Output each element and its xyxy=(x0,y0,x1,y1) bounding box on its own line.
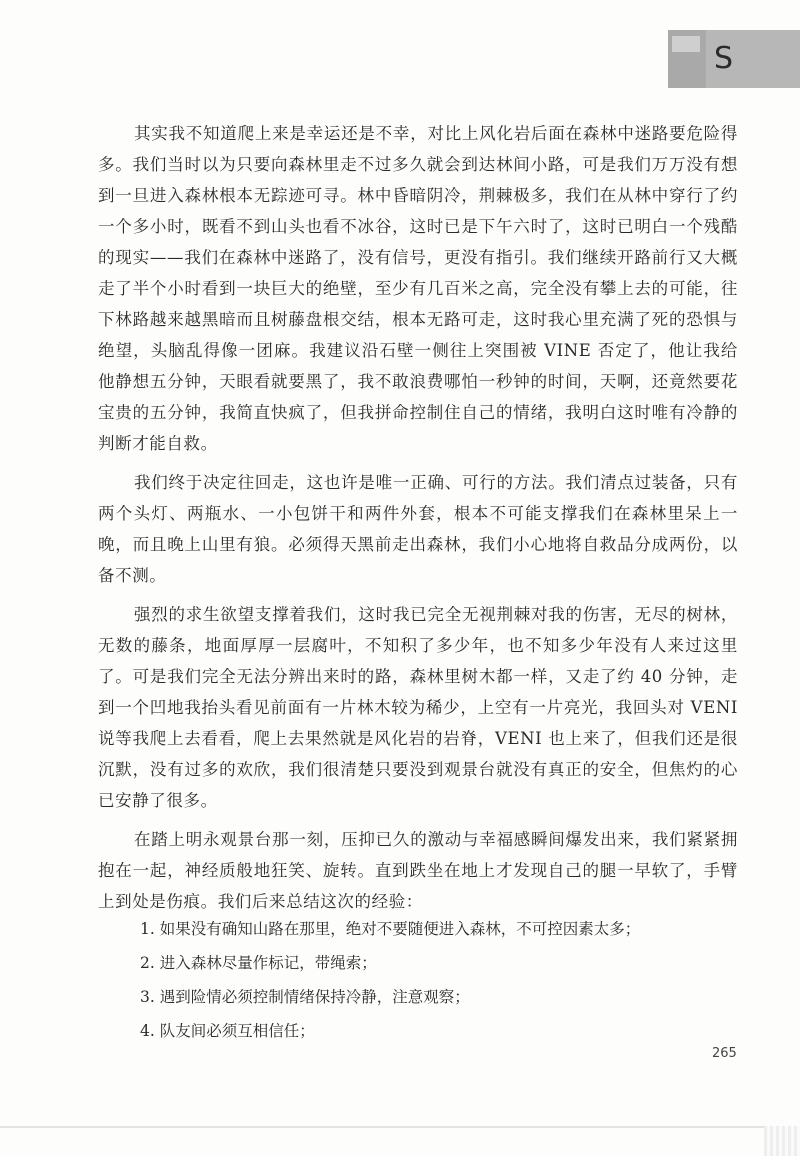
section-tab xyxy=(668,30,800,88)
list-item: 3. 遇到险情必须控制情绪保持冷静，注意观察； xyxy=(140,988,470,1006)
article-body xyxy=(98,118,738,925)
section-tab-marker xyxy=(668,30,706,88)
paragraph: 我们终于决定往回走，这也许是唯一正确、可行的方法。我们清点过装备，只有两个头灯、两瓶水、一小包饼干和两件外套，根本不可能支撑我们在森林里呆上一晚，而且晚上山里有狼。必须得天黑前走出森林，我们小心地将自救品分成两份，以备不测。 xyxy=(98,473,738,585)
list-item: 2. 进入森林尽量作标记，带绳索； xyxy=(140,954,377,972)
page-edge xyxy=(764,1126,800,1156)
paragraph: 其实我不知道爬上来是幸运还是不幸，对比上风化岩后面在森林中迷路要危险得多。我们当时以为只要向森林里走不过多久就会到达林间小路，可是我们万万没有想到一旦进入森林根本无踪迹可寻。林中昏暗阴冷，荆棘极多，我们在从林中穿行了约一个多小时，既看不到山头也看不冰谷，这时已是下午六时了，这时已明白一个残酷的现实——我们在森林中迷路了，没有信号，更没有指引。我们继续开路前行又大概走了半个小时看到一块巨大的绝壁，至少有几百米之高，完全没有攀上去的可能，往下林路越来越黑暗而且树藤盘根交结，根本无路可走，这时我心里充满了死的恐惧与绝望，头脑乱得像一团麻。我建议沿石壁一侧往上突围被 VINE 否定了，他让我给他静想五分钟，天眼看就要黑了，我不敢浪费哪怕一秒钟的时间，天啊，还竟然要花宝贵的五分钟，我简直快疯了，但我拼命控制住自己的情绪，我明白这时唯有冷静的判断才能自救。 xyxy=(98,124,738,453)
section-tab-strip xyxy=(672,36,700,52)
paragraph: 在踏上明永观景台那一刻，压抑已久的激动与幸福感瞬间爆发出来，我们紧紧拥抱在一起，神经质般地狂笑、旋转。直到跌坐在地上才发现自己的腿一早软了，手臂上到处是伤痕。我们后来总结这次的经验： xyxy=(98,830,738,911)
list-item: 4. 队友间必须互相信任； xyxy=(140,1022,315,1040)
section-letter: S xyxy=(706,30,800,88)
lessons-list xyxy=(140,912,700,1048)
list-item: 1. 如果没有确知山路在那里，绝对不要随便进入森林，不可控因素太多； xyxy=(140,920,641,938)
divider xyxy=(0,1126,800,1128)
page-number: 265 xyxy=(712,1046,737,1061)
paragraph: 强烈的求生欲望支撑着我们，这时我已完全无视荆棘对我的伤害，无尽的树林，无数的藤条，地面厚厚一层腐叶，不知积了多少年，也不知多少年没有人来过这里了。可是我们完全无法分辨出来时的路，森林里树木都一样，又走了约 40 分钟，走到一个凹地我抬头看见前面有一片林木较为稀少，上空有一片亮光，我回头对 VENI 说等我爬上去看看，爬上去果然就是风化岩的岩脊，VENI 也上来了，但我们还是很沉默，没有过多的欢欣，我们很清楚只要没到观景台就没有真正的安全，但焦灼的心已安静了很多。 xyxy=(98,605,738,810)
